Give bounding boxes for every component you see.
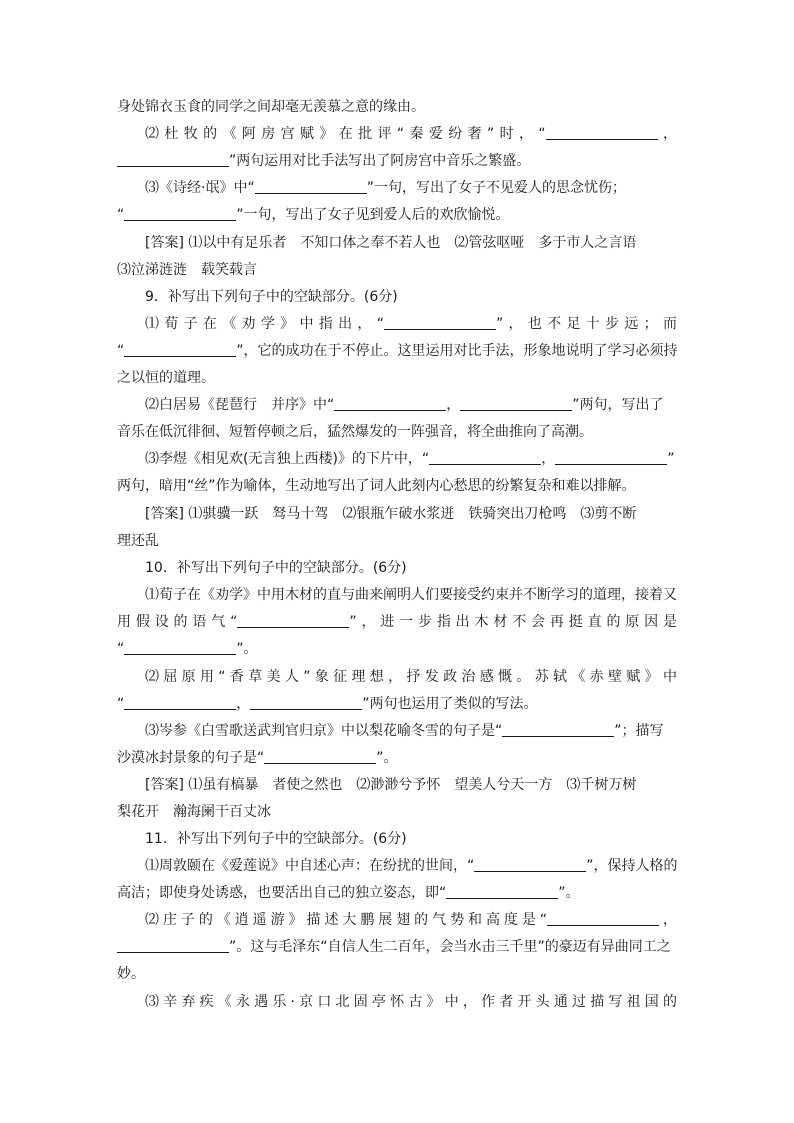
line-text: ⑶李煜《相见欢(无言独上西楼)》的下片中，“ — [145, 451, 430, 467]
line-text: 身处锦衣玉食的同学之间却毫无羡慕之意的缘由。 — [117, 99, 425, 115]
line-text: ”一句，写出了女子不见爱人的思念忧伤； — [366, 180, 626, 196]
answer-blank — [124, 640, 236, 655]
question-line — [117, 881, 580, 905]
answer-text: 理还乱 — [117, 533, 159, 549]
question-line — [145, 447, 674, 471]
line-text: ⑵屈原用“香草美人”象征理想，抒发政治感慨。苏轼《赤壁赋》中 — [145, 669, 677, 685]
question-number-text: 11．补写出下列句子中的空缺部分。(6分) — [145, 831, 407, 847]
answer-blank — [117, 938, 229, 953]
line-text: ”两句运用对比手法写出了阿房宫中音乐之繁盛。 — [229, 153, 531, 169]
line-text: 高洁；即使身处诱惑，也要活出自己的独立姿态，即“ — [117, 885, 447, 901]
line-text: ”。 — [236, 641, 258, 657]
answer-blank — [460, 396, 572, 411]
line-text: ⑴周敦颐在《爱莲说》中自述心声：在纷扰的世间，“ — [145, 858, 475, 874]
question-line — [117, 203, 510, 227]
answer-text: ⑶泣涕涟涟 载笑载言 — [117, 262, 257, 278]
question-line — [117, 637, 258, 661]
text-line — [117, 95, 425, 119]
answer-blank — [555, 450, 667, 465]
answer-tag: [答案] — [145, 506, 184, 522]
answer-text: ⑴以中有足乐者 不知口体之奉不若人也 ⑵管弦呕哑 多于市人之言语 — [188, 235, 637, 251]
answer-blank — [429, 450, 541, 465]
answer-blank — [474, 857, 586, 872]
line-text: ” — [667, 451, 675, 467]
line-text: ”两句，写出了 — [572, 397, 664, 413]
line-text: 妙。 — [117, 966, 145, 982]
question-line — [117, 692, 538, 716]
line-text: 音乐在低沉徘徊、短暂停顿之后，猛然爆发的一阵强音，将全曲推向了高潮。 — [117, 424, 593, 440]
line-text: ”。 — [376, 750, 398, 766]
text-line — [117, 474, 636, 498]
line-text: ， — [657, 126, 677, 142]
text-line — [117, 366, 215, 390]
answer-blank — [446, 884, 558, 899]
text-line — [145, 583, 677, 607]
line-text: “ — [117, 641, 125, 657]
line-text: ”；描写 — [614, 723, 664, 739]
answer-blank — [264, 749, 376, 764]
line-text: ”，它的成功在于不停止。这里运用对比手法，形象地说明了学习必须持 — [236, 343, 678, 359]
answer-blank — [546, 125, 658, 140]
question-line — [117, 610, 677, 634]
answer-line — [145, 231, 636, 255]
question-heading — [145, 285, 398, 309]
line-text: ⑵杜牧的《阿房宫赋》在批评“秦爱纷奢”时，“ — [145, 126, 546, 142]
answer-text: ⑴虽有槁暴 者使之然也 ⑵渺渺兮予怀 望美人兮天一方 ⑶千树万树 — [188, 777, 637, 793]
answer-blank — [124, 206, 236, 221]
line-text: ”。这与毛泽东“自信人生二百年，会当水击三千里”的豪迈有异曲同工之 — [229, 939, 671, 955]
answer-blank — [250, 695, 362, 710]
question-number-text: 10．补写出下列句子中的空缺部分。(6分) — [145, 560, 407, 576]
line-text: ”，也不足十步远；而 — [495, 316, 677, 332]
line-text: ⑵白居易《琵琶行 并序》中“ — [145, 397, 335, 413]
answer-text: ⑴骐骥一跃 驽马十驾 ⑵银瓶乍破水浆迸 铁骑突出刀枪鸣 ⑶剪不断 — [188, 506, 637, 522]
line-text: “ — [117, 207, 125, 223]
text-line — [145, 990, 677, 1014]
question-line — [145, 908, 677, 932]
answer-line — [117, 529, 159, 553]
text-line — [117, 962, 145, 986]
line-text: ⑶岑参《白雪歌送武判官归京》中以梨花喻冬雪的句子是“ — [145, 723, 503, 739]
question-number-text: 9．补写出下列句子中的空缺部分。(6分) — [145, 289, 398, 305]
answer-line — [117, 258, 257, 282]
text-line — [145, 665, 677, 689]
question-line — [145, 312, 677, 336]
question-line — [117, 149, 530, 173]
answer-tag: [答案] — [145, 777, 184, 793]
line-text: ”一句，写出了女子见到爱人后的欢欣愉悦。 — [236, 207, 510, 223]
answer-blank — [502, 722, 614, 737]
answer-blank — [334, 396, 446, 411]
question-line — [117, 935, 671, 959]
line-text: 之以恒的道理。 — [117, 370, 215, 386]
line-text: “ — [117, 696, 125, 712]
line-text: ⑴荀子在《劝学》中用木材的直与曲来阐明人们要接受约束并不断学习的道理，接着又 — [145, 587, 677, 603]
line-text: ”。 — [558, 885, 580, 901]
question-line — [145, 719, 664, 743]
question-heading — [145, 827, 407, 851]
line-text: 用假设的语气“ — [117, 614, 238, 630]
answer-blank — [124, 695, 236, 710]
answer-blank — [384, 315, 496, 330]
question-line — [117, 339, 678, 363]
answer-line — [117, 800, 271, 824]
line-text: ⑴荀子在《劝学》中指出，“ — [145, 316, 384, 332]
question-line — [145, 854, 678, 878]
question-line — [145, 176, 626, 200]
line-text: ”，进一步指出木材不会再挺直的原因是 — [349, 614, 677, 630]
answer-blank — [117, 152, 229, 167]
question-line — [117, 746, 398, 770]
line-text: “ — [117, 343, 125, 359]
line-text: ”，保持人格的 — [586, 858, 678, 874]
text-line — [117, 420, 593, 444]
line-text: ⑶《诗经·氓》中“ — [145, 180, 255, 196]
line-text: ⑵庄子的《逍遥游》描述大鹏展翅的气势和高度是“ — [145, 912, 548, 928]
line-text: ， — [659, 912, 677, 928]
answer-blank — [547, 911, 659, 926]
answer-text: 梨花开 瀚海阑干百丈冰 — [117, 804, 271, 820]
answer-tag: [答案] — [145, 235, 184, 251]
question-heading — [145, 556, 407, 580]
answer-blank — [237, 613, 349, 628]
question-line — [145, 122, 677, 146]
line-text: 沙漠冰封景象的句子是“ — [117, 750, 265, 766]
answer-blank — [255, 179, 367, 194]
line-text: 两句，暗用“丝”作为喻体，生动地写出了词人此刻内心愁思的纷繁复杂和难以排解。 — [117, 478, 636, 494]
answer-line — [145, 502, 636, 526]
line-text: ”两句也运用了类似的写法。 — [362, 696, 538, 712]
line-text: ， — [236, 696, 251, 712]
question-line — [145, 393, 664, 417]
line-text: ， — [446, 397, 461, 413]
answer-blank — [124, 342, 236, 357]
answer-line — [145, 773, 636, 797]
line-text: ⑶辛弃疾《永遇乐·京口北固亭怀古》中，作者开头通过描写祖国的 — [145, 994, 677, 1010]
line-text: ， — [541, 451, 556, 467]
